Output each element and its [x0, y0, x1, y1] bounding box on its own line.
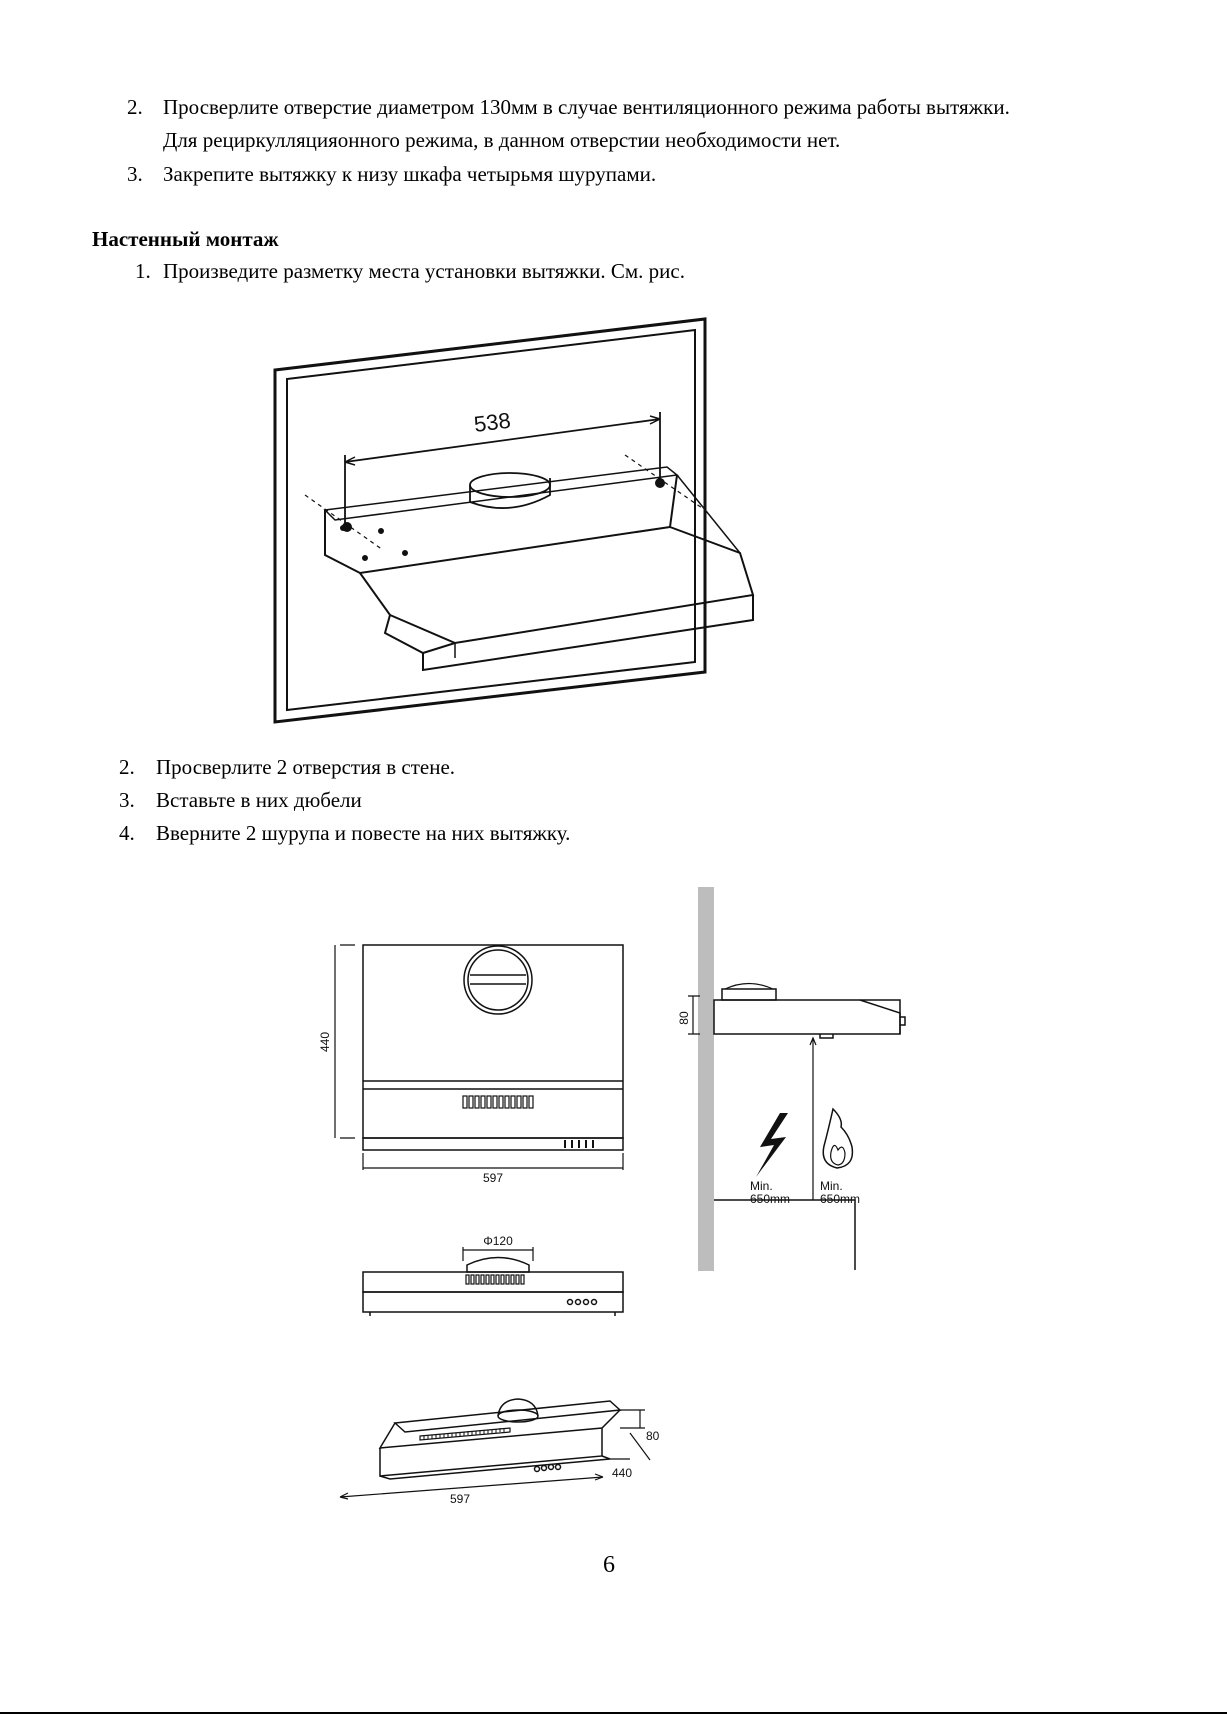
side-height-80-label: 80 [677, 1011, 691, 1025]
list-number: 3. [127, 162, 143, 186]
wall-mount-figure [265, 315, 765, 730]
list-number: 4. [119, 821, 135, 845]
gas-min-label: Min. [820, 1179, 843, 1193]
list-text: Вверните 2 шурупа и повесте на них вытяжку. [156, 821, 571, 845]
list-number: 1. [135, 259, 151, 283]
list-text: Просверлите 2 отверстия в стене. [156, 755, 456, 779]
list-text: Произведите разметку места установки вытяжки. См. рис. [163, 259, 685, 283]
height-440-label: 440 [318, 1031, 332, 1053]
list-text: Закрепите вытяжку к низу шкафа четырьмя шурупами. [163, 162, 657, 186]
dimension-538-label: 538 [472, 407, 513, 437]
iso-depth-440-label: 440 [612, 1466, 633, 1480]
list-number: 2. [119, 755, 135, 779]
gas-min-value: 650mm [820, 1192, 861, 1206]
iso-width-597-label: 597 [450, 1492, 471, 1506]
list-text: Просверлите отверстие диаметром 130мм в случае вентиляционного режима работы вытяжки. [163, 95, 1010, 119]
list-number: 3. [119, 788, 135, 812]
front-view-drawing [363, 1234, 623, 1316]
electric-min-value: 650mm [750, 1192, 791, 1206]
top-view-drawing [318, 945, 623, 1185]
width-597-label: 597 [482, 1171, 504, 1185]
list-text: Вставьте в них дюбели [156, 788, 362, 812]
list-number: 2. [127, 95, 143, 119]
page-number: 6 [603, 1552, 615, 1578]
section-heading: Настенный монтаж [92, 227, 279, 251]
dimensions-figure [300, 885, 940, 1525]
side-view-drawing [677, 887, 905, 1271]
isometric-view-drawing [340, 1399, 660, 1506]
electric-min-label: Min. [750, 1179, 773, 1193]
list-text-continued: Для рециркулляцияонного режима, в данном отверстии необходимости нет. [163, 128, 841, 152]
bottom-rule [0, 1712, 1227, 1714]
iso-height-80-label: 80 [646, 1429, 660, 1443]
duct-diameter-label: Φ120 [483, 1234, 513, 1248]
